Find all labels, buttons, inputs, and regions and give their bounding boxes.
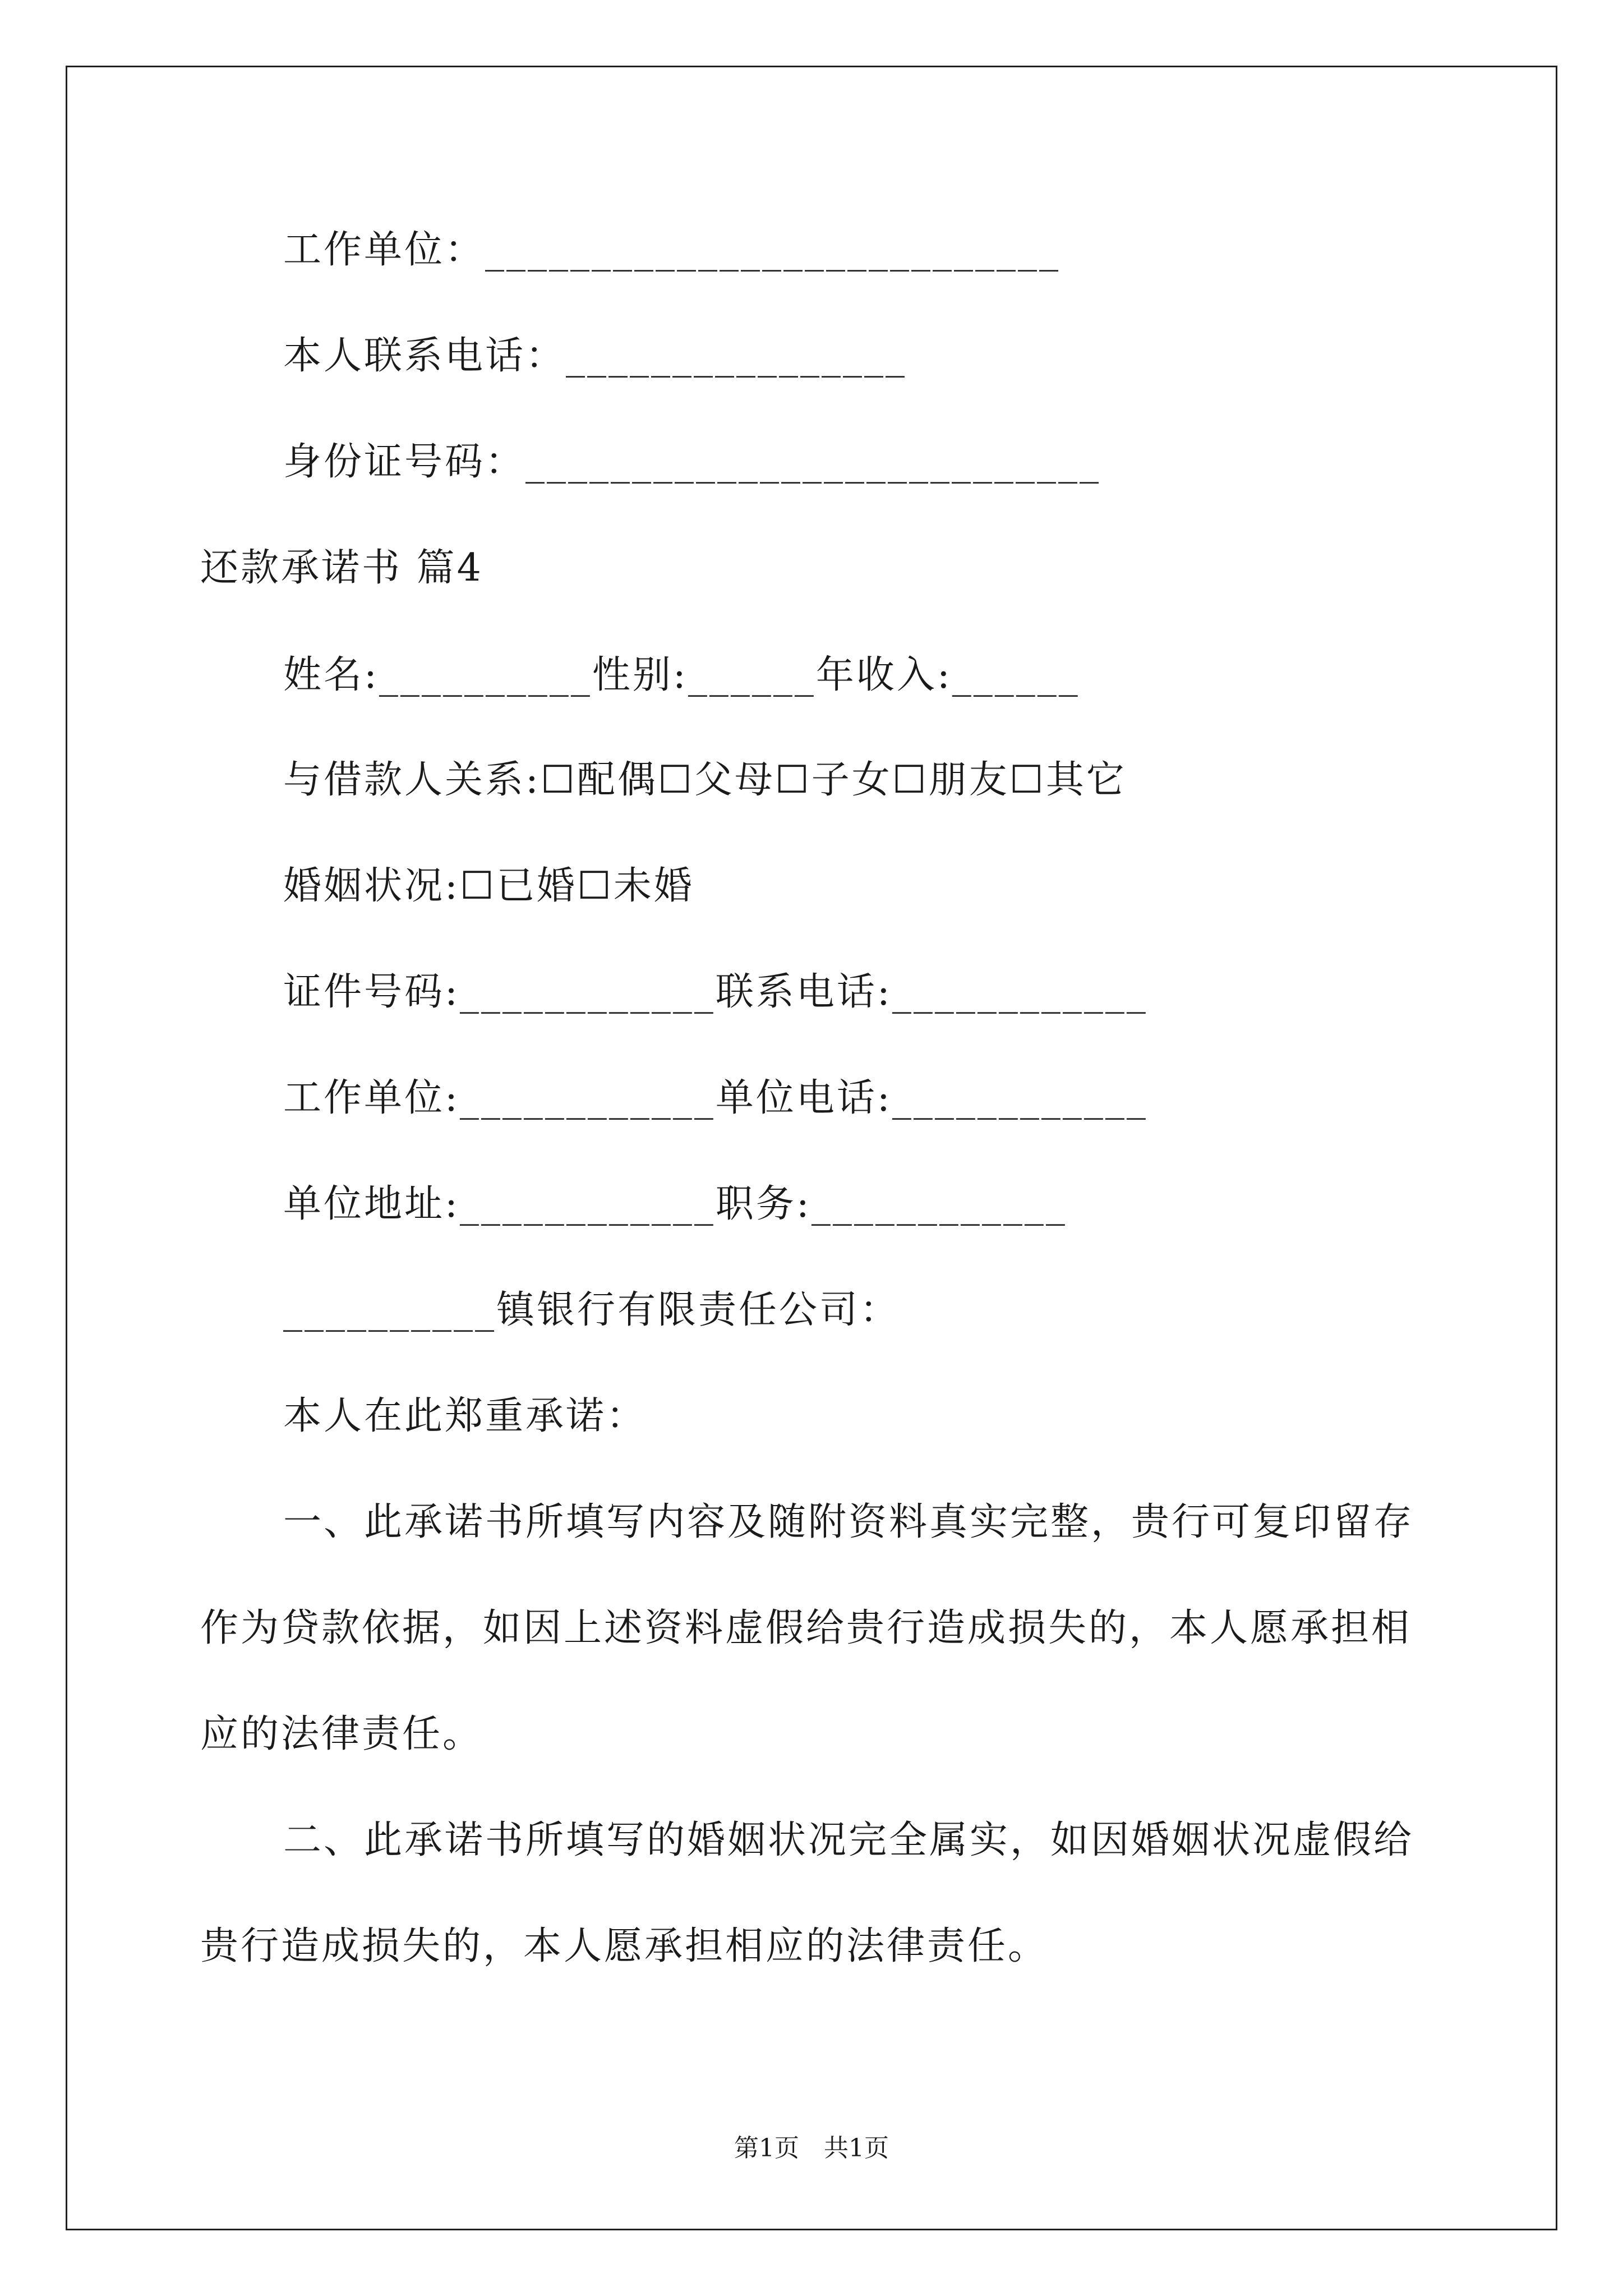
name-gender-income-field: 姓名:__________性别:______年收入:______ (283, 653, 1080, 697)
clause-one-line-2: 作为贷款依据，如因上述资料虚假给贵行造成损失的，本人愿承担相 (200, 1606, 1412, 1650)
work-unit-field: 工作单位：___________________________ (283, 228, 1061, 272)
id-number-field: 身份证号码：___________________________ (283, 440, 1101, 484)
marital-status-checkboxes: 婚姻状况:☐已婚☐未婚 (283, 864, 694, 908)
page-border (66, 66, 1557, 2230)
bank-addressee: __________镇银行有限责任公司： (283, 1288, 901, 1332)
clause-two-line-1: 二、此承诺书所填写的婚姻状况完全属实，如因婚姻状况虚假给 (283, 1818, 1414, 1862)
relationship-checkboxes: 与借款人关系:☐配偶☐父母☐子女☐朋友☐其它 (283, 758, 1127, 802)
commitment-intro: 本人在此郑重承诺： (283, 1394, 647, 1438)
section-heading: 还款承诺书 篇4 (200, 546, 483, 590)
clause-two-line-2: 贵行造成损失的，本人愿承担相应的法律责任。 (200, 1924, 1049, 1968)
page-number-footer: 第1页 共1页 (734, 2134, 889, 2162)
personal-phone-field: 本人联系电话：________________ (283, 334, 907, 378)
clause-one-line-3: 应的法律责任。 (200, 1712, 483, 1756)
address-and-title-field: 单位地址:____________职务:____________ (283, 1182, 1067, 1226)
clause-one-line-1: 一、此承诺书所填写内容及随附资料真实完整，贵行可复印留存 (283, 1500, 1414, 1544)
id-and-phone-field: 证件号码:____________联系电话:____________ (283, 970, 1148, 1014)
work-unit-and-phone-field: 工作单位:____________单位电话:____________ (283, 1076, 1148, 1120)
